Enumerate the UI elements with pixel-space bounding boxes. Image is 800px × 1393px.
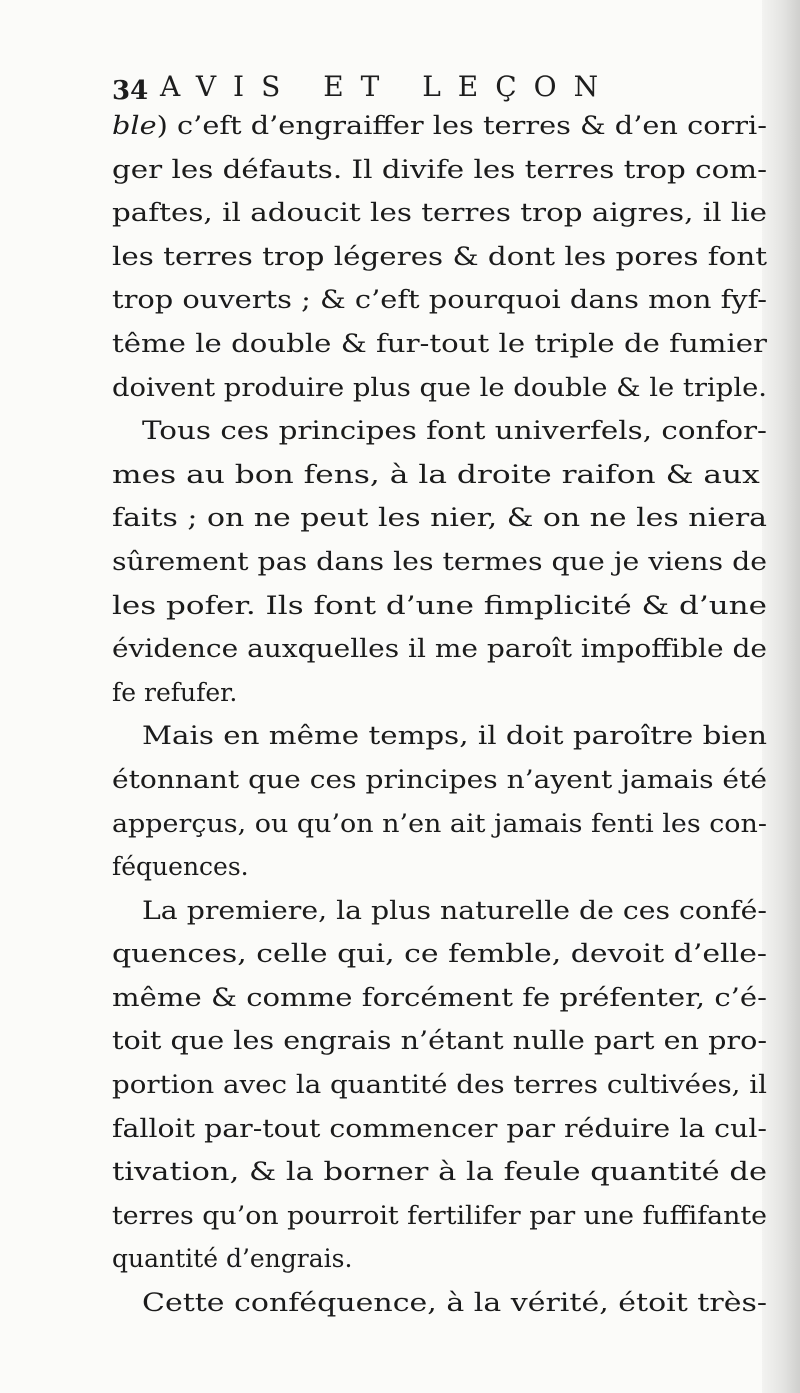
line-text: les terres trop légeres & dont les pores font — [112, 241, 768, 271]
text-line — [112, 191, 772, 235]
line-text: doivent produire plus que le double & le triple. — [112, 372, 767, 402]
text-line — [112, 627, 772, 671]
text-line-content — [142, 1281, 767, 1325]
text-line-content — [112, 366, 767, 410]
line-text: féquences. — [112, 852, 249, 882]
text-line — [112, 1150, 772, 1194]
text-line-content — [112, 322, 767, 366]
text-line — [112, 671, 772, 715]
text-line-content — [112, 758, 767, 802]
italic-word: ble — [112, 111, 157, 140]
text-line — [112, 496, 772, 540]
line-text: tivation, & la borner à la feule quantité de — [112, 1157, 768, 1187]
text-line — [112, 104, 772, 148]
line-text: portion avec la quantité des terres cultivées, il — [112, 1070, 768, 1100]
text-line-content — [112, 235, 767, 279]
text-line — [112, 845, 772, 889]
text-line — [112, 1063, 772, 1107]
line-text: trop ouverts ; & c’eft pourquoi dans mon fyf- — [112, 285, 767, 315]
text-line — [112, 932, 772, 976]
text-line — [112, 889, 772, 933]
text-line-content — [112, 540, 767, 584]
text-line — [112, 1237, 772, 1281]
text-line — [112, 1194, 772, 1238]
line-text: Cette conféquence, à la vérité, étoit très- — [142, 1288, 767, 1318]
text-line-content — [112, 1194, 767, 1238]
line-text: évidence auxquelles il me paroît impoffible de — [112, 634, 768, 664]
line-text: ) c’eft d’engraiffer les terres & d’en corri- — [156, 111, 767, 140]
text-line — [112, 322, 772, 366]
line-text: falloit par-tout commencer par réduire la cul- — [112, 1113, 767, 1143]
line-text: paftes, il adoucit les terres trop aigres, il lie — [112, 198, 768, 228]
line-text: même & comme forcément fe préfenter, c’é- — [112, 982, 767, 1012]
text-line — [112, 1107, 772, 1151]
line-text: étonnant que ces principes n’ayent jamais été — [112, 764, 767, 794]
line-text: quantité d’engrais. — [112, 1244, 353, 1274]
text-line — [112, 1281, 772, 1325]
text-line-content — [112, 1019, 767, 1063]
line-text: faits ; on ne peut les nier, & on ne les niera — [112, 503, 768, 533]
text-line-content — [112, 148, 767, 192]
text-line — [112, 278, 772, 322]
text-line-content — [112, 1237, 352, 1281]
text-line-content — [112, 278, 767, 322]
line-text: tême le double & fur-tout le triple de fumier — [112, 328, 768, 358]
text-line — [112, 758, 772, 802]
line-text: Tous ces principes font univerfels, confor- — [142, 416, 767, 446]
text-line-content — [112, 627, 767, 671]
line-text: fe refufer. — [112, 677, 238, 707]
text-line — [112, 453, 772, 497]
text-line — [112, 235, 772, 279]
text-line-content — [112, 671, 237, 715]
text-line-content — [112, 1107, 767, 1151]
text-line — [112, 366, 772, 410]
text-line — [112, 409, 772, 453]
line-text: apperçus, ou qu’on n’en ait jamais fenti les con- — [112, 808, 767, 838]
text-line-content — [112, 496, 767, 540]
text-line-content — [112, 191, 767, 235]
text-line-content — [112, 802, 767, 846]
line-text: ger les défauts. Il divife les terres trop com- — [112, 154, 767, 184]
text-line-content — [112, 1150, 767, 1194]
line-text: terres qu’on pourroit fertilifer par une fuffifante — [112, 1200, 767, 1230]
text-line-content — [112, 584, 767, 628]
text-line-content — [112, 976, 767, 1020]
text-line-content — [112, 1063, 767, 1107]
text-line — [112, 584, 772, 628]
running-head: AVIS ET LEÇON — [160, 70, 616, 103]
text-line — [112, 148, 772, 192]
page-header — [112, 68, 752, 108]
page-number: 34 — [112, 76, 149, 106]
text-line-content — [142, 714, 767, 758]
body-text — [112, 104, 772, 1325]
line-text: les pofer. Ils font d’une fimplicité & d’une — [112, 590, 768, 620]
text-line — [112, 540, 772, 584]
text-line — [112, 714, 772, 758]
text-line — [112, 802, 772, 846]
text-line — [112, 1019, 772, 1063]
text-line — [112, 976, 772, 1020]
text-line-content — [112, 845, 249, 889]
line-text: Mais en même temps, il doit paroître bien — [142, 721, 768, 751]
text-line-content — [112, 453, 760, 497]
line-text: toit que les engrais n’étant nulle part en pro- — [112, 1026, 767, 1056]
text-line-content — [142, 409, 767, 453]
text-line-content — [112, 932, 767, 976]
line-text: sûrement pas dans les termes que je viens de — [112, 546, 768, 576]
line-text: mes au bon fens, à la droite raifon & aux — [112, 459, 760, 489]
line-text: quences, celle qui, ce femble, devoit d’elle- — [112, 939, 768, 969]
text-line-content — [142, 889, 767, 933]
line-text: La premiere, la plus naturelle de ces confé- — [142, 895, 767, 925]
text-line-content — [112, 104, 767, 148]
